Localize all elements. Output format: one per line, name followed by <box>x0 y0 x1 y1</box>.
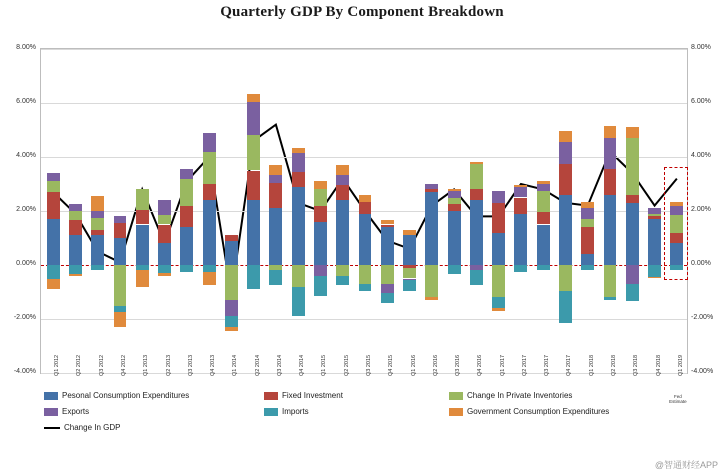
bar-segment <box>336 265 349 276</box>
bar-column <box>269 49 282 373</box>
bar-segment <box>91 196 104 211</box>
bar-segment <box>648 208 661 213</box>
x-tick-label: Q3 2014 <box>276 354 283 376</box>
bar-segment <box>47 279 60 290</box>
bar-segment <box>314 222 327 265</box>
bar-column <box>425 49 438 373</box>
bar-segment <box>537 265 550 270</box>
bar-segment <box>626 138 639 195</box>
bar-column <box>581 49 594 373</box>
bar-segment <box>381 227 394 265</box>
bar-segment <box>537 212 550 224</box>
bar-segment <box>581 208 594 219</box>
bar-segment <box>359 202 372 214</box>
legend-row-1 <box>44 390 684 401</box>
bar-segment <box>537 225 550 266</box>
y-tick-label-right: 4.00% <box>691 152 711 159</box>
bar-segment <box>381 293 394 302</box>
bar-segment <box>626 195 639 203</box>
y-tick-label-left: 2.00% <box>16 206 36 213</box>
bar-segment <box>448 191 461 198</box>
legend-row-3 <box>44 422 684 433</box>
bar-segment <box>203 272 216 286</box>
bar-segment <box>158 265 171 273</box>
bar-segment <box>180 169 193 178</box>
bar-segment <box>136 189 149 209</box>
x-tick-label: Q2 2017 <box>521 354 528 376</box>
x-tick-label: Q4 2014 <box>299 354 306 376</box>
legend-line-swatch <box>44 427 60 429</box>
bar-segment <box>492 203 505 233</box>
y-tick-label-left: 0.00% <box>16 260 36 267</box>
bar-segment <box>425 184 438 189</box>
bar-segment <box>180 179 193 206</box>
bar-segment <box>292 287 305 317</box>
bar-segment <box>69 274 82 275</box>
bar-segment <box>359 265 372 284</box>
x-tick-label: Q2 2018 <box>611 354 618 376</box>
bar-segment <box>470 162 483 163</box>
bar-segment <box>359 195 372 202</box>
x-tick-label: Q1 2013 <box>143 354 150 376</box>
bar-segment <box>136 210 149 225</box>
bar-segment <box>47 192 60 219</box>
bar-column <box>69 49 82 373</box>
last-bar-note: Fed Estimate <box>669 394 687 405</box>
legend-item[interactable] <box>449 391 572 400</box>
bar-segment <box>559 265 572 291</box>
bar-segment <box>225 241 238 265</box>
bar-column <box>336 49 349 373</box>
bar-segment <box>470 270 483 285</box>
legend-label: Government Consumption Expenditures <box>467 407 610 416</box>
x-tick-label: Q1 2015 <box>321 354 328 376</box>
bar-column <box>247 49 260 373</box>
y-tick-label-left: -4.00% <box>13 368 36 375</box>
last-bar-highlight <box>664 167 689 280</box>
x-tick-label: Q3 2016 <box>455 354 462 376</box>
bar-segment <box>69 235 82 265</box>
bar-segment <box>492 233 505 265</box>
bar-segment <box>225 327 238 331</box>
bar-segment <box>203 133 216 152</box>
bar-segment <box>604 195 617 265</box>
bar-segment <box>292 148 305 153</box>
x-tick-label: Q4 2018 <box>655 354 662 376</box>
x-tick-label: Q2 2013 <box>165 354 172 376</box>
bar-segment <box>425 297 438 300</box>
bar-column <box>359 49 372 373</box>
bar-segment <box>604 265 617 297</box>
bar-segment <box>604 126 617 138</box>
bar-column <box>648 49 661 373</box>
bar-segment <box>114 312 127 327</box>
y-tick-label-right: -4.00% <box>691 368 714 375</box>
bar-segment <box>381 220 394 224</box>
bar-segment <box>269 175 282 183</box>
bar-segment <box>91 211 104 218</box>
bar-segment <box>114 265 127 306</box>
bar-column <box>448 49 461 373</box>
bar-segment <box>336 175 349 186</box>
bar-segment <box>292 153 305 172</box>
bar-segment <box>225 265 238 300</box>
x-tick-label: Q2 2012 <box>76 354 83 376</box>
bar-segment <box>225 300 238 316</box>
page-title: Quarterly GDP By Component Breakdown <box>220 4 504 20</box>
bar-segment <box>114 223 127 238</box>
x-tick-label: Q4 2017 <box>566 354 573 376</box>
bar-segment <box>448 265 461 274</box>
bar-segment <box>648 214 661 217</box>
bar-column <box>314 49 327 373</box>
bar-segment <box>626 127 639 138</box>
bar-segment <box>403 280 416 291</box>
bar-segment <box>648 216 661 219</box>
y-tick-label-right: -2.00% <box>691 314 714 321</box>
bar-segment <box>336 200 349 265</box>
bar-segment <box>604 138 617 169</box>
bar-segment <box>180 227 193 265</box>
bar-segment <box>314 189 327 205</box>
bar-column <box>136 49 149 373</box>
bar-segment <box>225 235 238 240</box>
bar-segment <box>425 265 438 297</box>
bar-segment <box>225 316 238 327</box>
legend-item[interactable] <box>44 391 189 400</box>
bar-segment <box>292 172 305 187</box>
x-tick-label: Q4 2016 <box>477 354 484 376</box>
bar-segment <box>581 254 594 265</box>
bar-segment <box>604 169 617 195</box>
bar-segment <box>336 185 349 200</box>
bar-segment <box>203 200 216 265</box>
bar-segment <box>448 204 461 211</box>
bar-segment <box>648 277 661 278</box>
bar-segment <box>648 265 661 277</box>
bar-column <box>403 49 416 373</box>
x-tick-label: Q2 2014 <box>254 354 261 376</box>
bar-segment <box>91 218 104 230</box>
bar-segment <box>403 268 416 279</box>
bar-column <box>180 49 193 373</box>
bar-column <box>91 49 104 373</box>
bar-segment <box>537 184 550 191</box>
legend-item[interactable] <box>44 407 89 416</box>
bar-segment <box>470 200 483 265</box>
legend-label: Fixed Investment <box>282 391 343 400</box>
x-tick-label: Q3 2017 <box>544 354 551 376</box>
bar-segment <box>514 185 527 186</box>
bar-segment <box>626 284 639 302</box>
bar-segment <box>514 265 527 272</box>
x-tick-label: Q1 2014 <box>232 354 239 376</box>
bar-segment <box>514 187 527 198</box>
bar-segment <box>69 211 82 220</box>
legend-row-2 <box>44 406 684 417</box>
x-tick-label: Q1 2018 <box>588 354 595 376</box>
bar-segment <box>381 225 394 228</box>
bar-segment <box>114 238 127 265</box>
bar-segment <box>314 206 327 222</box>
bar-segment <box>359 284 372 291</box>
bar-segment <box>559 142 572 164</box>
bar-segment <box>626 203 639 265</box>
legend-item[interactable] <box>264 391 343 400</box>
bar-segment <box>514 214 527 265</box>
bar-segment <box>136 270 149 286</box>
bar-segment <box>203 152 216 184</box>
x-tick-label: Q2 2015 <box>343 354 350 376</box>
bar-segment <box>203 184 216 200</box>
bar-segment <box>514 198 527 214</box>
bar-segment <box>247 102 260 136</box>
bar-segment <box>269 208 282 265</box>
bar-segment <box>604 297 617 300</box>
bar-segment <box>158 273 171 276</box>
legend <box>44 390 684 438</box>
bar-column <box>203 49 216 373</box>
legend-item[interactable] <box>449 407 609 416</box>
x-tick-label: Q4 2013 <box>210 354 217 376</box>
bar-segment <box>492 191 505 203</box>
legend-label: Exports <box>62 407 90 416</box>
bar-segment <box>247 94 260 102</box>
bar-segment <box>581 202 594 209</box>
bar-column <box>47 49 60 373</box>
bar-column <box>114 49 127 373</box>
bar-segment <box>336 165 349 174</box>
bar-segment <box>69 265 82 274</box>
bar-segment <box>492 297 505 308</box>
y-tick-label-left: -2.00% <box>13 314 36 321</box>
bar-column <box>537 49 550 373</box>
bar-segment <box>269 165 282 174</box>
bar-segment <box>314 276 327 296</box>
bar-segment <box>425 192 438 265</box>
watermark: @智通财经APP <box>654 460 718 470</box>
x-tick-label: Q1 2016 <box>410 354 417 376</box>
bar-segment <box>403 235 416 265</box>
legend-item[interactable] <box>44 423 120 432</box>
bar-segment <box>581 227 594 254</box>
bar-segment <box>91 265 104 270</box>
bar-column <box>559 49 572 373</box>
bar-segment <box>559 131 572 142</box>
bar-segment <box>91 235 104 265</box>
bar-segment <box>314 265 327 276</box>
x-tick-label: Q2 2016 <box>432 354 439 376</box>
bar-segment <box>492 308 505 311</box>
bar-segment <box>648 219 661 265</box>
y-tick-label-left: 8.00% <box>16 44 36 51</box>
x-tick-label: Q3 2018 <box>633 354 640 376</box>
y-tick-label-left: 6.00% <box>16 98 36 105</box>
bar-segment <box>69 204 82 211</box>
bar-segment <box>381 284 394 293</box>
bar-segment <box>425 189 438 192</box>
bar-segment <box>158 200 171 215</box>
bar-segment <box>581 219 594 227</box>
bar-segment <box>180 265 193 272</box>
bar-column <box>514 49 527 373</box>
bar-segment <box>448 211 461 265</box>
bar-segment <box>559 291 572 323</box>
bar-segment <box>470 189 483 200</box>
bar-segment <box>136 225 149 266</box>
bar-column <box>381 49 394 373</box>
bar-segment <box>203 265 216 272</box>
bar-segment <box>158 243 171 265</box>
bar-segment <box>247 265 260 289</box>
bar-segment <box>559 164 572 195</box>
x-tick-label: Q1 2017 <box>499 354 506 376</box>
bar-segment <box>537 191 550 213</box>
y-tick-label-right: 0.00% <box>691 260 711 267</box>
bar-segment <box>492 265 505 297</box>
bar-column <box>604 49 617 373</box>
bar-segment <box>114 306 127 313</box>
legend-color-swatch <box>449 408 463 416</box>
x-tick-label: Q3 2015 <box>366 354 372 376</box>
bar-segment <box>247 200 260 265</box>
y-tick-label-right: 8.00% <box>691 44 711 51</box>
bar-segment <box>91 230 104 235</box>
bar-segment <box>314 181 327 189</box>
bar-column <box>292 49 305 373</box>
legend-label: Imports <box>282 407 309 416</box>
bar-segment <box>470 164 483 190</box>
bar-segment <box>158 215 171 224</box>
bar-segment <box>537 181 550 184</box>
legend-color-swatch <box>264 392 278 400</box>
bar-segment <box>581 265 594 270</box>
x-tick-label: Q3 2013 <box>187 354 194 376</box>
legend-color-swatch <box>44 408 58 416</box>
bar-segment <box>269 183 282 209</box>
x-tick-label: Q4 2012 <box>120 354 127 376</box>
bar-segment <box>448 198 461 205</box>
bar-segment <box>47 181 60 192</box>
bar-segment <box>47 173 60 181</box>
legend-label: Change In GDP <box>64 423 121 432</box>
bar-segment <box>269 270 282 285</box>
legend-color-swatch <box>449 392 463 400</box>
x-tick-label: Q3 2012 <box>98 354 105 376</box>
y-tick-label-right: 2.00% <box>691 206 711 213</box>
x-tick-label: Q4 2015 <box>388 354 395 376</box>
bar-segment <box>626 265 639 284</box>
bar-segment <box>47 265 60 279</box>
bar-segment <box>180 206 193 228</box>
bar-segment <box>403 230 416 235</box>
bar-column <box>626 49 639 373</box>
legend-color-swatch <box>264 408 278 416</box>
legend-color-swatch <box>44 392 58 400</box>
y-tick-label-left: 4.00% <box>16 152 36 159</box>
bar-column <box>470 49 483 373</box>
bar-segment <box>69 220 82 235</box>
bar-segment <box>292 187 305 265</box>
bar-segment <box>47 219 60 265</box>
bar-segment <box>247 135 260 170</box>
bar-column <box>492 49 505 373</box>
bar-segment <box>359 214 372 265</box>
x-tick-label: Q1 2019 <box>677 354 684 376</box>
legend-label: Change In Private Inventories <box>467 391 573 400</box>
legend-item[interactable] <box>264 407 309 416</box>
bar-segment <box>158 225 171 244</box>
bar-column <box>158 49 171 373</box>
bar-segment <box>559 195 572 265</box>
bar-segment <box>336 276 349 285</box>
y-tick-label-right: 6.00% <box>691 98 711 105</box>
bar-segment <box>114 216 127 223</box>
legend-label: Pesonal Consumption Expenditures <box>62 391 190 400</box>
bar-segment <box>247 171 260 201</box>
bar-segment <box>381 265 394 284</box>
plot-area <box>40 48 688 374</box>
bar-segment <box>448 189 461 190</box>
x-tick-label: Q1 2012 <box>54 354 61 376</box>
bar-segment <box>292 265 305 287</box>
bar-column <box>225 49 238 373</box>
